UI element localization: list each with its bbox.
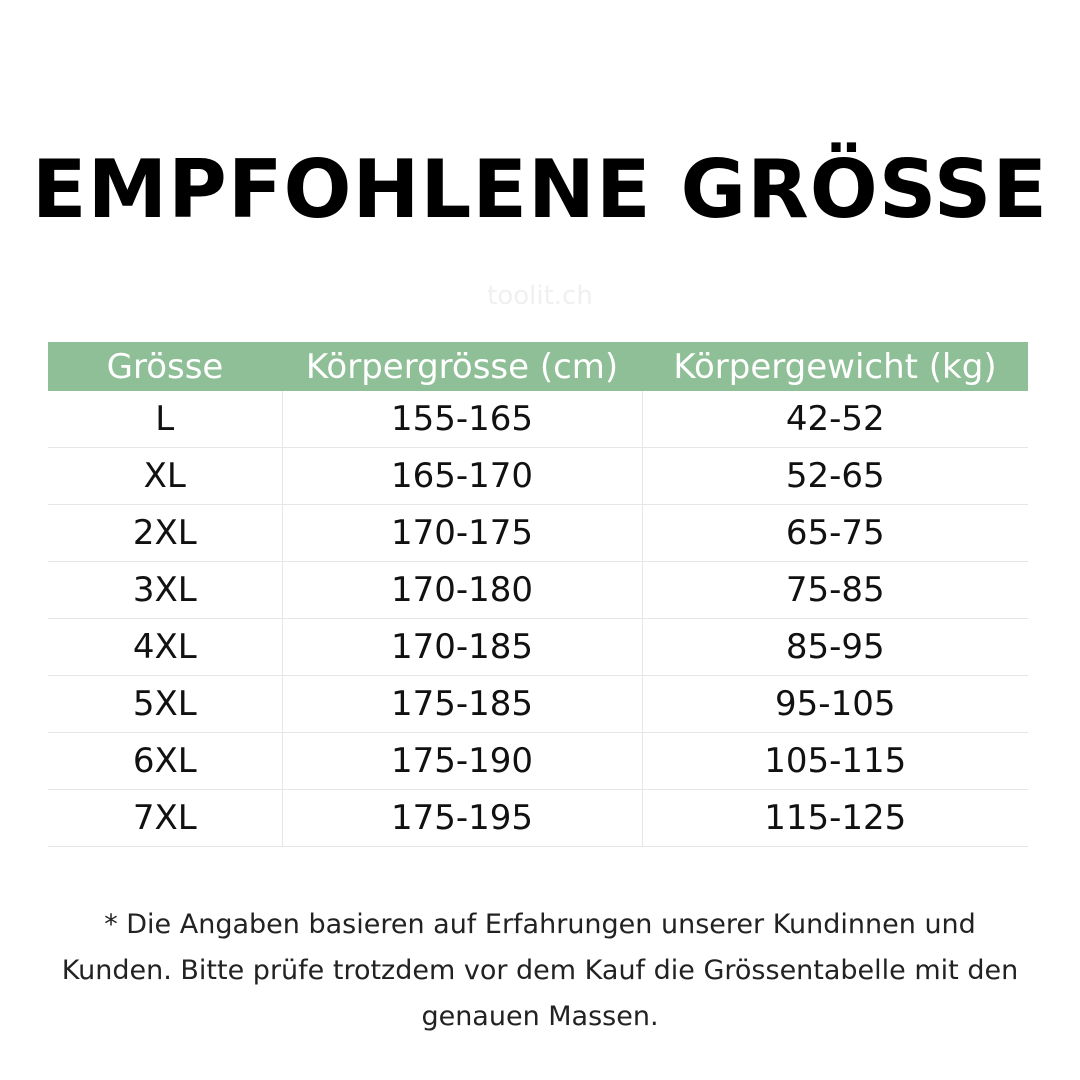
cell-size: 7XL bbox=[48, 790, 282, 847]
page-title: EMPFOHLENE GRÖSSE bbox=[31, 143, 1049, 236]
cell-weight: 75-85 bbox=[642, 562, 1028, 619]
cell-weight: 65-75 bbox=[642, 505, 1028, 562]
table-row bbox=[48, 448, 1028, 505]
cell-height: 165-170 bbox=[282, 448, 642, 505]
cell-size: L bbox=[48, 391, 282, 448]
cell-height: 170-185 bbox=[282, 619, 642, 676]
cell-weight: 95-105 bbox=[642, 676, 1028, 733]
disclaimer-note bbox=[30, 902, 1050, 1040]
cell-size: XL bbox=[48, 448, 282, 505]
disclaimer-line: genauen Massen. bbox=[421, 1001, 659, 1032]
cell-size: 5XL bbox=[48, 676, 282, 733]
cell-weight: 85-95 bbox=[642, 619, 1028, 676]
table-header-row bbox=[48, 342, 1028, 391]
table-row bbox=[48, 562, 1028, 619]
cell-weight: 115-125 bbox=[642, 790, 1028, 847]
cell-size: 4XL bbox=[48, 619, 282, 676]
disclaimer-line: * Die Angaben basieren auf Erfahrungen unserer Kundinnen und bbox=[104, 909, 976, 940]
watermark: toolit.ch bbox=[487, 281, 593, 311]
table-row bbox=[48, 619, 1028, 676]
cell-weight: 52-65 bbox=[642, 448, 1028, 505]
table-row bbox=[48, 391, 1028, 448]
disclaimer-line: Kunden. Bitte prüfe trotzdem vor dem Kauf die Grössentabelle mit den bbox=[61, 955, 1019, 986]
cell-height: 175-190 bbox=[282, 733, 642, 790]
column-header-size: Grösse bbox=[106, 346, 224, 387]
cell-height: 170-175 bbox=[282, 505, 642, 562]
column-header-body-weight: Körpergewicht (kg) bbox=[673, 346, 997, 387]
table-row bbox=[48, 733, 1028, 790]
cell-size: 3XL bbox=[48, 562, 282, 619]
table-row bbox=[48, 505, 1028, 562]
column-header-body-height: Körpergrösse (cm) bbox=[305, 346, 619, 387]
cell-height: 175-195 bbox=[282, 790, 642, 847]
cell-size: 6XL bbox=[48, 733, 282, 790]
cell-height: 175-185 bbox=[282, 676, 642, 733]
cell-weight: 42-52 bbox=[642, 391, 1028, 448]
cell-size: 2XL bbox=[48, 505, 282, 562]
cell-weight: 105-115 bbox=[642, 733, 1028, 790]
cell-height: 170-180 bbox=[282, 562, 642, 619]
size-chart-table bbox=[48, 342, 1028, 847]
table-row bbox=[48, 676, 1028, 733]
table-row bbox=[48, 790, 1028, 847]
cell-height: 155-165 bbox=[282, 391, 642, 448]
